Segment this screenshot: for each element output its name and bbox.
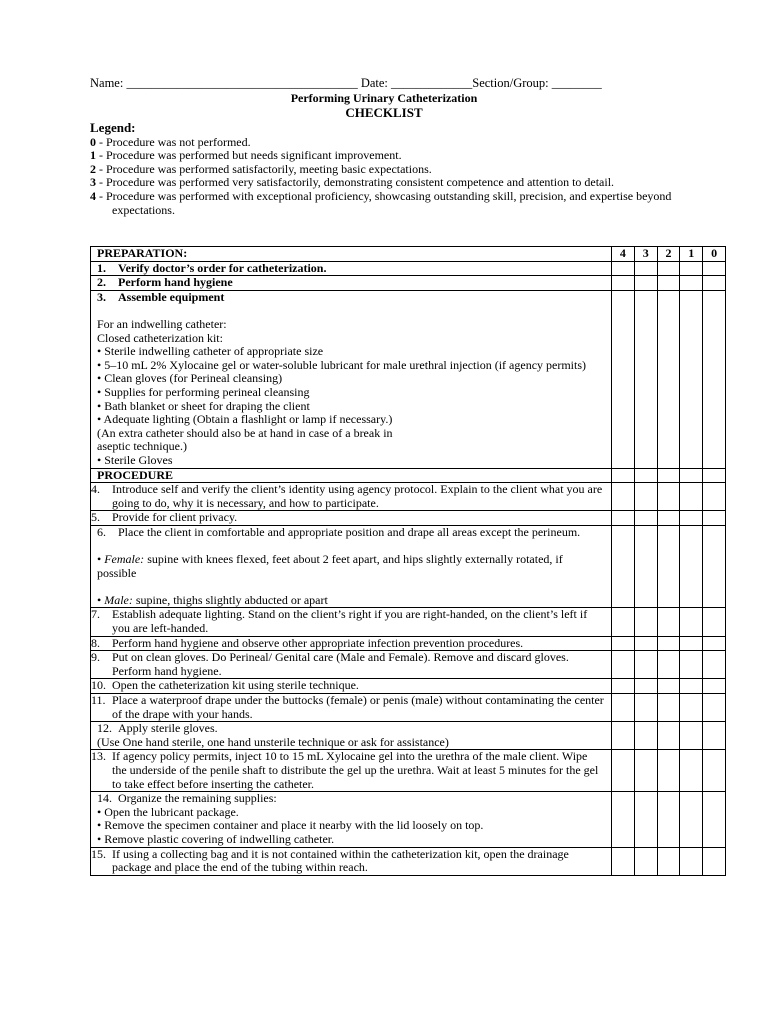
score-cell[interactable] [634, 636, 657, 651]
step-cell [91, 261, 612, 276]
table-row [91, 276, 726, 291]
step-cell [91, 847, 612, 875]
equipment-line: • Adequate lighting (Obtain a flashlight or lamp if necessary.) [97, 412, 393, 427]
score-cell[interactable] [657, 679, 680, 694]
step-cell [91, 651, 612, 679]
step-cell [91, 511, 612, 526]
legend-text: - Procedure was performed very satisfactorily, demonstrating consistent competence and attention to detail. [96, 175, 615, 190]
score-cell[interactable] [680, 651, 703, 679]
step-number: 4. [91, 482, 100, 497]
name-date-section-line: Name: _____________________________________ Date: _____________Section/Group: ________ [90, 76, 602, 90]
step-number: 2. [97, 275, 106, 290]
table-row [91, 261, 726, 276]
score-cell[interactable] [634, 608, 657, 636]
document-title: Performing Urinary Catheterization [290, 91, 478, 105]
step-number: 8. [91, 635, 100, 650]
table-row [91, 511, 726, 526]
score-cell[interactable] [680, 261, 703, 276]
supply-line: • Remove plastic covering of indwelling catheter. [97, 831, 335, 846]
equipment-line: • Sterile indwelling catheter of appropriate size [97, 344, 324, 359]
score-cell[interactable] [680, 290, 703, 468]
score-cell[interactable] [703, 679, 726, 694]
step-note: (Use One hand sterile, one hand unsterile technique or ask for assistance) [97, 734, 449, 749]
score-cell[interactable] [680, 694, 703, 722]
female-text: supine with knees flexed, feet about 2 feet apart, and hips slightly externally rotated, if possible [97, 552, 563, 580]
score-cell[interactable] [657, 792, 680, 847]
equipment-line: • 5–10 mL 2% Xylocaine gel or water-soluble lubricant for male urethral injection (if agency permits) [97, 357, 587, 372]
legend-item [90, 136, 690, 150]
step-text: Place the client in comfortable and appropriate position and drape all areas except the perineum. [118, 524, 581, 539]
table-row [91, 792, 726, 847]
legend-score: 0 [90, 134, 96, 149]
step-text: Verify doctor’s order for catheterization. [118, 260, 327, 275]
score-cell[interactable] [680, 276, 703, 291]
score-cell[interactable] [612, 636, 635, 651]
score-cell[interactable] [680, 468, 703, 483]
score-header-2: 2 [657, 247, 680, 262]
equipment-line: • Clean gloves (for Perineal cleansing) [97, 371, 283, 386]
step-text: If using a collecting bag and it is not contained within the catheterization kit, open the drainage package and place the end of the tubing within reach. [112, 846, 569, 875]
step-number: 6. [97, 524, 106, 539]
score-cell[interactable] [612, 525, 635, 608]
score-cell[interactable] [612, 750, 635, 792]
step-number: 9. [91, 650, 100, 665]
score-cell[interactable] [657, 750, 680, 792]
score-cell[interactable] [703, 847, 726, 875]
female-label: Female: [104, 552, 145, 567]
score-cell[interactable] [612, 290, 635, 468]
table-row [91, 636, 726, 651]
step-cell [91, 679, 612, 694]
step-heading [97, 722, 605, 736]
table-row [91, 847, 726, 875]
score-cell[interactable] [634, 750, 657, 792]
table-row [91, 750, 726, 792]
score-cell[interactable] [634, 651, 657, 679]
score-cell[interactable] [634, 261, 657, 276]
score-cell[interactable] [657, 276, 680, 291]
checklist-table [90, 246, 726, 876]
score-cell[interactable] [703, 261, 726, 276]
male-text: supine, thighs slightly abducted or apart [132, 592, 328, 607]
score-cell[interactable] [657, 608, 680, 636]
score-cell[interactable] [634, 290, 657, 468]
legend-text: - Procedure was performed satisfactorily, meeting basic expectations. [96, 161, 432, 176]
score-cell[interactable] [703, 651, 726, 679]
score-cell[interactable] [657, 261, 680, 276]
step-number: 12. [97, 721, 112, 736]
equipment-line: Closed catheterization kit: [97, 330, 223, 345]
score-header-0: 0 [703, 247, 726, 262]
score-cell[interactable] [612, 722, 635, 750]
step-text: If agency policy permits, inject 10 to 15 mL Xylocaine gel into the urethra of the male client. Wipe the underside of the penile shaft to distribute the gel up the urethra. Wait at least 5 minutes for the gel to take effect before inserting the catheter. [112, 749, 599, 791]
step-cell [91, 694, 612, 722]
legend-item [90, 176, 690, 190]
legend-score: 4 [90, 188, 96, 203]
score-cell[interactable] [703, 636, 726, 651]
step-heading [97, 526, 605, 540]
step-cell [91, 290, 612, 468]
score-header-1: 1 [680, 247, 703, 262]
step-text: Introduce self and verify the client’s identity using agency protocol. Explain to the client what you are going to do, why it is necessary, and how to participate. [112, 482, 603, 510]
equipment-line: (An extra catheter should also be at hand in case of a break in [97, 425, 393, 440]
score-cell[interactable] [703, 483, 726, 511]
equipment-line: For an indwelling catheter: [97, 316, 227, 331]
score-cell[interactable] [703, 792, 726, 847]
score-cell[interactable] [657, 847, 680, 875]
score-cell[interactable] [612, 468, 635, 483]
step-cell [91, 483, 612, 511]
legend-score: 1 [90, 148, 96, 163]
score-cell[interactable] [680, 722, 703, 750]
step-number: 13. [91, 749, 106, 764]
step-heading [97, 792, 605, 806]
score-cell[interactable] [657, 468, 680, 483]
score-cell[interactable] [612, 847, 635, 875]
document-subtitle: CHECKLIST [345, 105, 423, 120]
score-cell[interactable] [634, 679, 657, 694]
procedure-header-row [91, 468, 726, 483]
table-row [91, 525, 726, 608]
step-text: Perform hand hygiene [118, 275, 233, 290]
score-cell[interactable] [612, 792, 635, 847]
table-row [91, 679, 726, 694]
legend-item [90, 190, 690, 217]
score-cell[interactable] [612, 694, 635, 722]
legend-score: 3 [90, 175, 96, 190]
score-cell[interactable] [703, 608, 726, 636]
score-cell[interactable] [612, 276, 635, 291]
score-cell[interactable] [657, 290, 680, 468]
step-heading [97, 291, 605, 305]
score-cell[interactable] [680, 750, 703, 792]
score-cell[interactable] [680, 511, 703, 526]
score-cell[interactable] [612, 651, 635, 679]
score-cell[interactable] [680, 792, 703, 847]
score-cell[interactable] [634, 525, 657, 608]
table-row [91, 651, 726, 679]
score-cell[interactable] [657, 525, 680, 608]
step-cell [91, 276, 612, 291]
score-cell[interactable] [680, 847, 703, 875]
score-cell[interactable] [657, 651, 680, 679]
score-cell[interactable] [657, 636, 680, 651]
table-row [91, 608, 726, 636]
score-cell[interactable] [634, 847, 657, 875]
step-cell [91, 525, 612, 608]
step-text: Perform hand hygiene and observe other appropriate infection prevention procedures. [112, 635, 524, 650]
score-cell[interactable] [634, 276, 657, 291]
score-cell[interactable] [657, 483, 680, 511]
table-row [91, 290, 726, 468]
score-cell[interactable] [703, 750, 726, 792]
step-number: 10. [91, 678, 106, 693]
female-position: • Female: supine with knees flexed, feet about 2 feet apart, and hips slightly externally rotated, if possible [97, 552, 563, 580]
step-text: Apply sterile gloves. [118, 721, 218, 736]
score-cell[interactable] [634, 792, 657, 847]
step-cell [91, 636, 612, 651]
score-cell[interactable] [680, 679, 703, 694]
score-cell[interactable] [612, 608, 635, 636]
score-cell[interactable] [680, 636, 703, 651]
step-number: 1. [97, 260, 106, 275]
score-cell[interactable] [680, 483, 703, 511]
male-label: Male: [104, 592, 133, 607]
score-cell[interactable] [657, 511, 680, 526]
procedure-header: PROCEDURE [91, 468, 612, 483]
score-cell[interactable] [703, 525, 726, 608]
score-cell[interactable] [703, 722, 726, 750]
step-cell [91, 750, 612, 792]
step-text: Establish adequate lighting. Stand on the client’s right if you are right-handed, on the client’s left if you are left-handed. [112, 607, 588, 636]
table-row [91, 694, 726, 722]
step-number: 7. [91, 607, 100, 622]
legend-text: - Procedure was performed but needs significant improvement. [96, 148, 402, 163]
step-text: Place a waterproof drape under the buttocks (female) or penis (male) without contaminating the center of the drape with your hands. [112, 693, 604, 721]
legend-text: - Procedure was not performed. [96, 134, 251, 149]
step-number: 5. [91, 510, 100, 525]
supply-line: • Open the lubricant package. [97, 804, 239, 819]
table-row [91, 483, 726, 511]
score-cell[interactable] [612, 483, 635, 511]
equipment-line: aseptic technique.) [97, 439, 187, 454]
score-cell[interactable] [634, 722, 657, 750]
step-cell [91, 608, 612, 636]
score-cell[interactable] [657, 722, 680, 750]
score-cell[interactable] [634, 694, 657, 722]
score-header-4: 4 [612, 247, 635, 262]
legend-item [90, 149, 690, 163]
score-cell[interactable] [703, 694, 726, 722]
equipment-line: • Bath blanket or sheet for draping the client [97, 398, 310, 413]
step-number: 15. [91, 846, 106, 861]
score-cell[interactable] [612, 679, 635, 694]
score-cell[interactable] [703, 511, 726, 526]
step-cell [91, 722, 612, 750]
preparation-header: PREPARATION: [91, 247, 612, 262]
score-header-3: 3 [634, 247, 657, 262]
score-cell[interactable] [634, 468, 657, 483]
score-cell[interactable] [634, 483, 657, 511]
score-cell[interactable] [657, 694, 680, 722]
legend-score: 2 [90, 161, 96, 176]
score-cell[interactable] [680, 525, 703, 608]
step-number: 3. [97, 289, 106, 304]
legend-text: - Procedure was performed with exceptional proficiency, showcasing outstanding skill, precision, and expertise beyond expectations. [96, 188, 672, 217]
legend-heading: Legend: [90, 120, 136, 135]
equipment-line: • Sterile Gloves [97, 452, 173, 467]
score-cell[interactable] [634, 511, 657, 526]
score-cell[interactable] [703, 290, 726, 468]
legend [90, 121, 690, 217]
step-text: Open the catheterization kit using sterile technique. [112, 678, 359, 693]
step-number: 14. [97, 791, 112, 806]
table-header-row [91, 247, 726, 262]
step-text: Organize the remaining supplies: [118, 791, 277, 806]
supply-line: • Remove the specimen container and place it nearby with the lid loosely on top. [97, 818, 484, 833]
step-number: 11. [91, 693, 106, 707]
score-cell[interactable] [703, 468, 726, 483]
score-cell[interactable] [680, 608, 703, 636]
score-cell[interactable] [703, 276, 726, 291]
score-cell[interactable] [612, 261, 635, 276]
step-text: Put on clean gloves. Do Perineal/ Genital care (Male and Female). Remove and discard gloves. Perform hand hygiene. [112, 650, 569, 678]
step-cell [91, 792, 612, 847]
equipment-line: • Supplies for performing perineal cleansing [97, 384, 310, 399]
step-text: Provide for client privacy. [112, 510, 238, 525]
legend-item [90, 163, 690, 177]
step-text: Assemble equipment [118, 289, 225, 304]
score-cell[interactable] [612, 511, 635, 526]
table-row [91, 722, 726, 750]
male-position: • Male: supine, thighs slightly abducted or apart [97, 592, 328, 607]
